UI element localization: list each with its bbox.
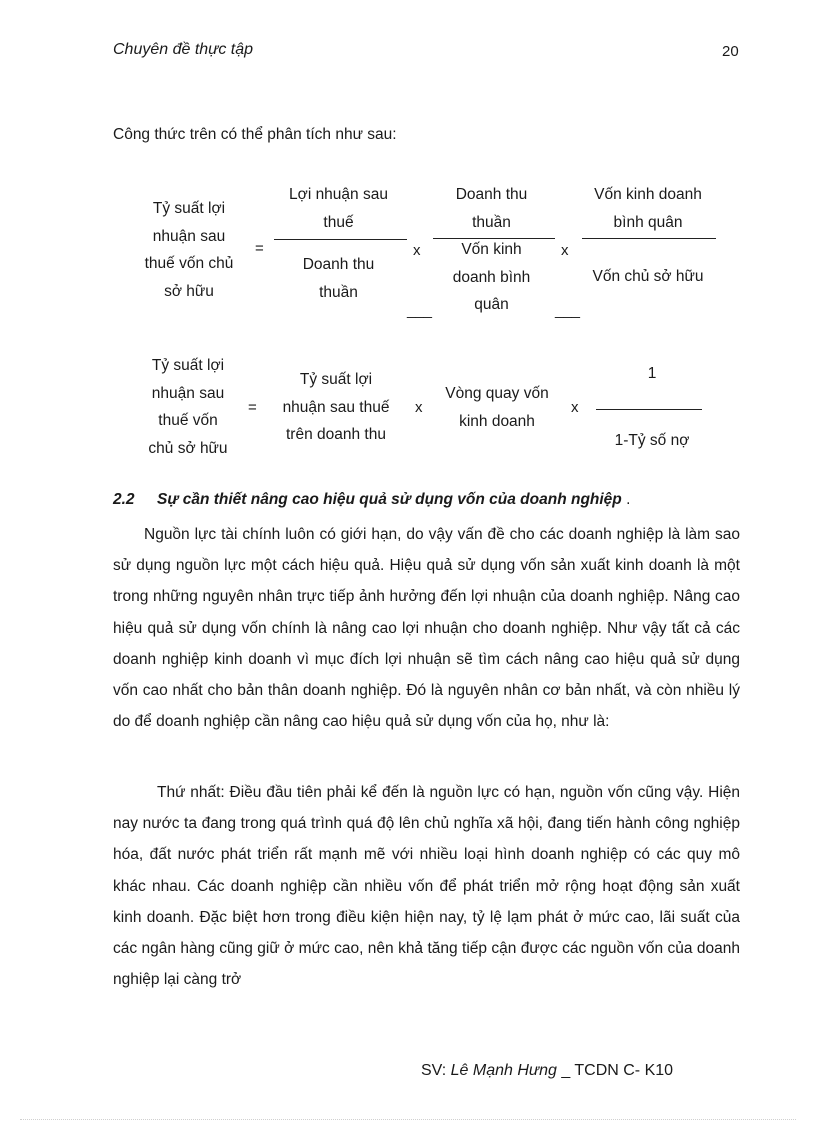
section-number: 2.2 bbox=[113, 491, 135, 508]
fraction-denominator: 1-Tỷ số nợ bbox=[614, 432, 690, 449]
body-paragraph: Thứ nhất: Điều đầu tiên phải kể đến là nguồn lực có hạn, nguồn vốn cũng vậy. Hiện nay nước ta đang trong quá trình quá độ lên chủ nghĩa xã hội, đang tiến hành công nghiệp hóa, đất nước phát triển rất mạnh mẽ với nhiều loại hình doanh nghiệp có các quy mô khác nhau. Các doanh nghiệp cần nhiều vốn để phát triển mở rộng hoạt động sản xuất kinh doanh. Đặc biệt hơn trong điều kiện hiện nay, tỷ lệ lạm phát ở mức cao, lãi suất của các ngân hàng cũng giữ ở mức cao, nên khả tăng tiếp cận được các nguồn vốn của doanh nghiệp lại càng trở bbox=[113, 784, 740, 989]
formula1-lhs: Tỷ suất lợi nhuận sau thuế vốn chủ sở hữu bbox=[144, 200, 234, 300]
term-asset-turnover: Vòng quay vốn kinh doanh bbox=[445, 385, 549, 430]
multiply-sign: x bbox=[415, 399, 423, 416]
fraction1-denominator: Doanh thu thuần bbox=[302, 256, 375, 301]
multiply-sign: x bbox=[571, 399, 579, 416]
underline-stub: ___ bbox=[407, 302, 433, 319]
multiply-sign: x bbox=[413, 242, 421, 259]
page-edge-divider bbox=[20, 1119, 796, 1120]
fraction1-bar bbox=[274, 239, 407, 240]
formula2-lhs: Tỷ suất lợi nhuận sau thuế vốn chủ sở hữu bbox=[148, 357, 228, 457]
footer-author-name: Lê Mạnh Hưng bbox=[450, 1062, 557, 1079]
footer bbox=[421, 1062, 673, 1080]
fraction2-numerator: Doanh thu thuần bbox=[455, 186, 528, 231]
fraction-bar bbox=[596, 409, 702, 410]
body-paragraph: Nguồn lực tài chính luôn có giới hạn, do vậy vấn đề cho các doanh nghiệp là làm sao sử dụng nguồn lực một cách hiệu quả. Hiệu quả sử dụng vốn sản xuất kinh doanh là một trong những nguyên nhân trực tiếp ảnh hưởng đến lợi nhuận của doanh nghiệp. Nâng cao hiệu quả sử dụng vốn chính là nâng cao lợi nhuận cho doanh nghiệp. Như vậy tất cả các doanh nghiệp kinh doanh vì mục đích lợi nhuận sẽ tìm cách nâng cao hiệu quả sử dụng vốn cao nhất cho bản thân doanh nghiệp. Đó là nguyên nhân cơ bản nhất, và còn nhiều lý do để doanh nghiệp cần nâng cao hiệu quả sử dụng vốn của họ, như là: bbox=[113, 526, 740, 731]
section-heading bbox=[113, 491, 630, 509]
fraction3-numerator: Vốn kinh doanh bình quân bbox=[594, 186, 702, 231]
term-profit-margin: Tỷ suất lợi nhuận sau thuế trên doanh thu bbox=[282, 371, 390, 443]
page-number: 20 bbox=[722, 43, 739, 60]
fraction1-numerator: Lợi nhuận sau thuế bbox=[289, 186, 388, 231]
footer-suffix: _ TCDN C- K10 bbox=[561, 1062, 674, 1079]
section-title-period: . bbox=[626, 491, 631, 508]
multiply-sign: x bbox=[561, 242, 569, 259]
equals-sign: = bbox=[248, 399, 257, 416]
footer-prefix: SV: bbox=[421, 1062, 447, 1079]
header-title: Chuyên đề thực tập bbox=[113, 41, 254, 58]
section-title: Sự cần thiết nâng cao hiệu quả sử dụng vốn của doanh nghiệp bbox=[157, 491, 622, 508]
fraction-numerator: 1 bbox=[647, 365, 657, 382]
equals-sign: = bbox=[255, 240, 264, 257]
fraction3-bar bbox=[582, 238, 716, 239]
fraction3-denominator: Vốn chủ sở hữu bbox=[592, 268, 704, 285]
underline-stub: ___ bbox=[555, 302, 581, 319]
fraction2-denominator: Vốn kinh doanh bình quân bbox=[452, 241, 531, 313]
intro-text: Công thức trên có thể phân tích như sau: bbox=[113, 126, 397, 143]
